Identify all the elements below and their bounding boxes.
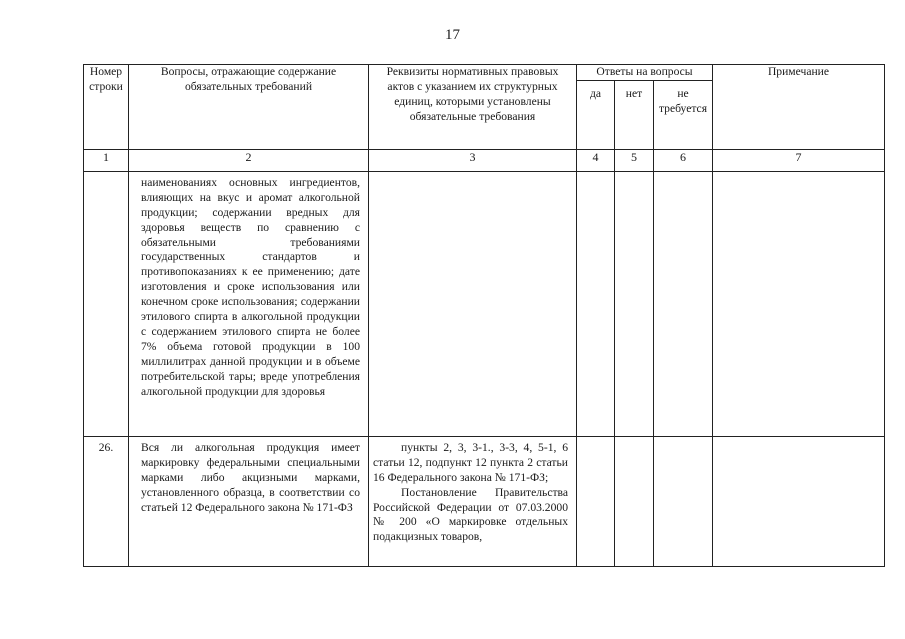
column-number: 3 <box>369 149 577 171</box>
requisites-paragraph: Постановление Правительства Российской Федерации от 07.03.2000 № 200 «О маркировке отдельных подакцизных товаров, <box>373 485 568 544</box>
table-row <box>84 171 885 436</box>
table-row <box>84 436 885 566</box>
note-cell <box>713 436 885 566</box>
header-note: Примечание <box>713 65 885 150</box>
page-number: 17 <box>445 27 460 43</box>
column-number: 4 <box>577 149 615 171</box>
column-number: 6 <box>654 149 713 171</box>
answer-not-required-cell <box>654 171 713 436</box>
checklist-table <box>83 64 885 567</box>
column-number: 5 <box>615 149 654 171</box>
header-no: нет <box>615 80 654 149</box>
header-not-required: не требуется <box>654 80 713 149</box>
note-cell <box>713 171 885 436</box>
header-row-number: Номер строки <box>84 65 129 150</box>
question-cell: наименованиях основных ингредиентов, влияющих на вкус и аромат алкогольной продукции; содержании вредных для здоровья веществ по сравнению с обязательными требованиями государственных стандартов и противопоказаниях к ее применению; дате изготовления и сроке использования или конечном сроке использования; содержании этилового спирта в алкогольной продукции с содержанием этилового спирта не более 7% объема готовой продукции в 100 миллилитрах данной продукции и в объеме потребительской тары; вреде употребления алкогольной продукции для здоровья <box>129 171 369 436</box>
requisites-cell <box>369 436 577 566</box>
row-number-cell <box>84 171 129 436</box>
question-cell: Вся ли алкогольная продукция имеет маркировку федеральными специальными марками либо акцизными марками, установленного образца, в соответствии со статьей 12 Федерального закона № 171-ФЗ <box>129 436 369 566</box>
row-number-cell: 26. <box>84 436 129 566</box>
header-requisites: Реквизиты нормативных правовых актов с указанием их структурных единиц, которыми установлены обязательные требования <box>369 65 577 150</box>
answer-yes-cell <box>577 171 615 436</box>
header-questions: Вопросы, отражающие содержание обязательных требований <box>129 65 369 150</box>
header-yes: да <box>577 80 615 149</box>
column-number: 1 <box>84 149 129 171</box>
column-numbers-row <box>84 149 885 171</box>
requisites-paragraph: пункты 2, 3, 3-1., 3-3, 4, 5-1, 6 статьи 12, подпункт 12 пункта 2 статьи 16 Федерального закона № 171-ФЗ; <box>373 440 568 484</box>
answer-not-required-cell <box>654 436 713 566</box>
header-answers: Ответы на вопросы <box>577 65 713 81</box>
answer-no-cell <box>615 436 654 566</box>
table-header-row <box>84 65 885 81</box>
column-number: 2 <box>129 149 369 171</box>
column-number: 7 <box>713 149 885 171</box>
answer-no-cell <box>615 171 654 436</box>
requisites-cell <box>369 171 577 436</box>
answer-yes-cell <box>577 436 615 566</box>
